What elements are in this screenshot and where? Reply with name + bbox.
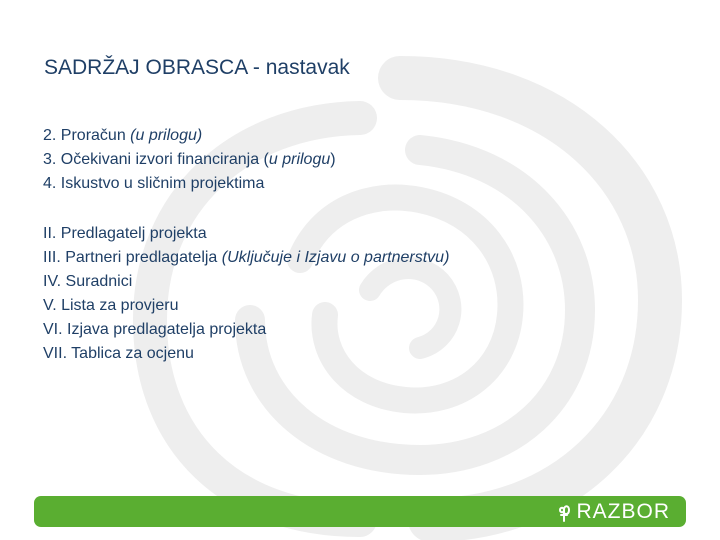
list-item: III. Partneri predlagatelja (Uključuje i Izjavu o partnerstvu) xyxy=(43,249,450,266)
page-title: SADRŽAJ OBRASCA - nastavak xyxy=(44,56,350,79)
list-item: V. Lista za provjeru xyxy=(43,297,179,314)
list-item: IV. Suradnici xyxy=(43,273,133,290)
razbor-logo-icon xyxy=(557,501,571,523)
list-item: VII. Tablica za ocjenu xyxy=(43,345,194,362)
list-item: VI. Izjava predlagatelja projekta xyxy=(43,321,267,338)
list-item: II. Predlagatelj projekta xyxy=(43,225,207,242)
list-item: 4. Iskustvo u sličnim projektima xyxy=(43,175,265,192)
list-item: 2. Proračun (u prilogu) xyxy=(43,127,203,144)
brand-logo xyxy=(557,499,670,524)
footer-bar xyxy=(34,496,686,527)
form-sections-list xyxy=(43,222,449,366)
brand-name: RAZBOR xyxy=(576,499,670,523)
form-content-list-continued xyxy=(43,124,336,196)
list-item: 3. Očekivani izvori financiranja (u prilogu) xyxy=(43,151,336,168)
